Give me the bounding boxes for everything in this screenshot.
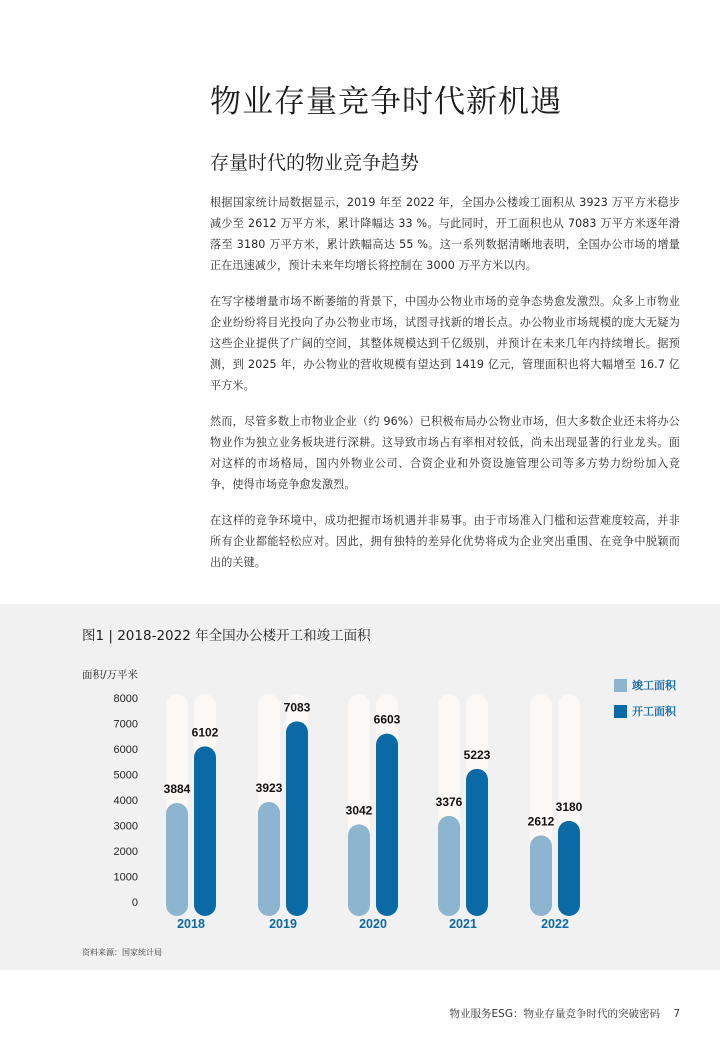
chart-title: 图1 | 2018-2022 年全国办公楼开工和竣工面积 [82, 628, 371, 644]
page-title: 物业存量竞争时代新机遇 [210, 84, 562, 120]
y-tick-label: 6000 [113, 744, 138, 756]
data-label-completed-2018: 3884 [163, 781, 191, 796]
y-tick-label: 0 [131, 897, 138, 909]
y-tick-label: 3000 [113, 820, 138, 833]
bar-chart [0, 604, 720, 970]
y-tick-label: 4000 [113, 795, 138, 807]
bar-started-2021 [466, 769, 488, 916]
paragraph-2: 在写字楼增量市场不断萎缩的背景下，中国办公物业市场的竞争态势愈发激烈。众多上市物业企业纷纷将目光投向了办公物业市场，试图寻找新的增长点。办公物业市场规模的庞大无疑为这些企业提供了广阔的空间，其整体规模达到千亿级别，并预计在未来几年内持续增长。据预测，到 2025 年，办公物业的营收规模有望达到 1419 亿元，管理面积也将大幅增至 16.7 亿平方米。 [210, 295, 680, 392]
page-number: 7 [673, 1008, 680, 1020]
bar-completed-2020 [348, 824, 370, 916]
x-tick-label-2020: 2020 [359, 917, 387, 931]
data-label-started-2019: 7083 [283, 700, 311, 715]
legend-item-completed [614, 678, 676, 692]
body-text [210, 192, 680, 588]
legend-item-started [614, 704, 676, 718]
legend-swatch-completed [614, 679, 627, 692]
bar-completed-2021 [438, 816, 460, 916]
data-label-started-2020: 6603 [373, 712, 401, 727]
y-tick-label: 5000 [113, 769, 138, 782]
chart-source: 资料来源：国家统计局 [82, 948, 162, 957]
data-label-started-2021: 5223 [463, 747, 491, 762]
y-tick-label: 8000 [113, 693, 138, 705]
x-tick-label-2019: 2019 [269, 917, 297, 931]
data-label-completed-2019: 3923 [255, 780, 283, 795]
y-tick-label: 1000 [113, 871, 138, 884]
paragraph-3: 然而，尽管多数上市物业企业（约 96%）已积极布局办公物业市场，但大多数企业还未将办公物业作为独立业务板块进行深耕。这导致市场占有率相对较低，尚未出现显著的行业龙头。面对这样的市场格局，国内外物业公司、合资企业和外资设施管理公司等多方势力纷纷加入竞争，使得市场竞争愈发激烈。 [210, 415, 680, 491]
data-label-completed-2020: 3042 [345, 803, 373, 818]
legend-swatch-started [614, 705, 627, 718]
x-tick-label-2022: 2022 [541, 917, 569, 931]
y-tick-label: 7000 [113, 718, 138, 731]
page-footer [450, 1006, 680, 1021]
bar-started-2022 [558, 821, 580, 916]
y-tick-label: 2000 [113, 846, 138, 858]
bar-started-2018 [194, 746, 216, 916]
data-label-completed-2021: 3376 [435, 794, 463, 809]
paragraph-4: 在这样的竞争环境中，成功把握市场机遇并非易事。由于市场准入门槛和运营难度较高，并非所有企业都能轻松应对。因此，拥有独特的差异化优势将成为企业突出重围、在竞争中脱颖而出的关键。 [210, 514, 680, 569]
bar-completed-2019 [258, 802, 280, 916]
chart-legend [614, 678, 676, 730]
bar-started-2020 [376, 734, 398, 916]
bar-completed-2022 [530, 835, 552, 916]
footer-text: 物业服务ESG：物业存量竞争时代的突破密码 [449, 1008, 660, 1020]
bar-started-2019 [286, 721, 308, 916]
legend-label-started: 开工面积 [632, 705, 676, 718]
bar-completed-2018 [166, 803, 188, 916]
x-tick-label-2021: 2021 [449, 917, 477, 931]
data-label-completed-2022: 2612 [527, 814, 555, 829]
section-subtitle: 存量时代的物业竞争趋势 [210, 152, 420, 174]
y-axis-unit-label: 面积/万平米 [82, 669, 139, 681]
paragraph-1: 根据国家统计局数据显示，2019 年至 2022 年，全国办公楼竣工面积从 3923 万平方米稳步减少至 2612 万平方米，累计降幅达 33 %。与此同时，开工面积也从 7083 万平方米逐年滑落至 3180 万平方米，累计跌幅高达 55 %。这一系列数据清晰地表明，全国办公市场的增量正在迅速减少，预计未来年均增长将控制在 3000 万平方米以内。 [210, 196, 680, 272]
data-label-started-2018: 6102 [191, 725, 219, 740]
data-label-started-2022: 3180 [555, 799, 583, 814]
x-tick-label-2018: 2018 [177, 917, 205, 931]
legend-label-completed: 竣工面积 [632, 679, 676, 692]
